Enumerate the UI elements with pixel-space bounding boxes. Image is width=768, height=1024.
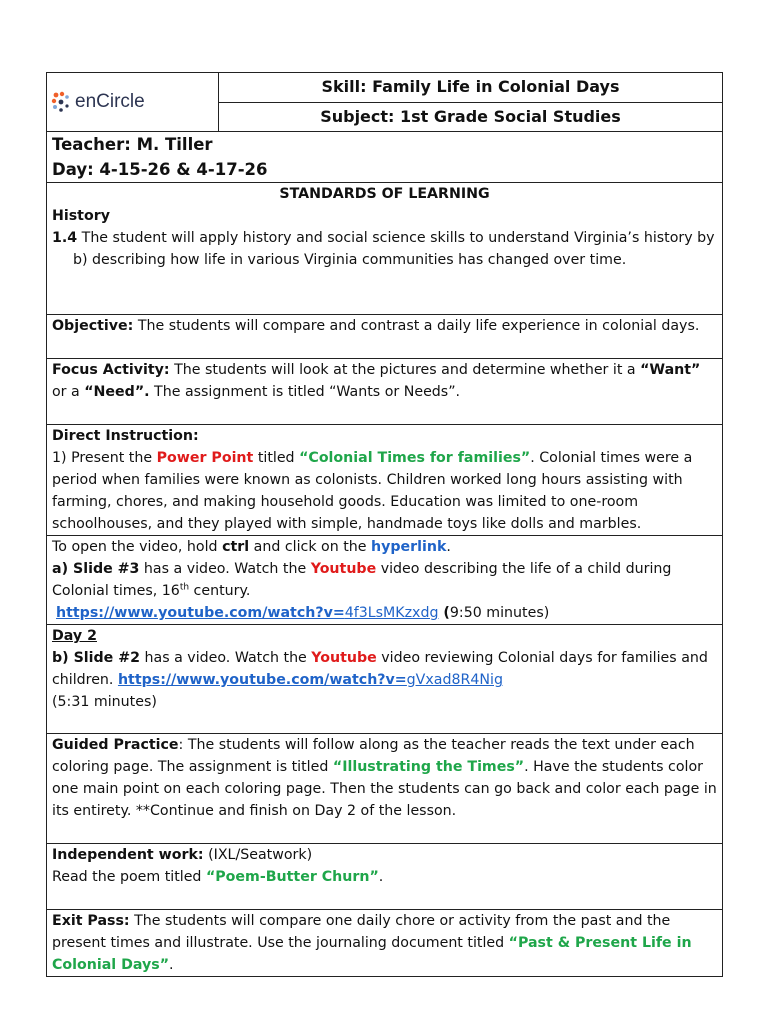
exit-text-2: . xyxy=(169,957,174,973)
objective-label: Objective: xyxy=(52,318,134,334)
poem-title: “Poem-Butter Churn” xyxy=(205,869,379,885)
guided-title: “Illustrating the Times” xyxy=(332,759,525,775)
direct-text xyxy=(52,447,717,535)
day-2-cell xyxy=(47,625,723,734)
duration-paren: ( xyxy=(438,605,450,621)
independent-reading xyxy=(52,866,717,888)
independent-heading xyxy=(52,844,717,866)
video-link-line-1 xyxy=(52,602,717,624)
youtube-label-1: Youtube xyxy=(310,561,377,577)
skill-title: Skill: Family Life in Colonial Days xyxy=(219,73,723,103)
subject-title: Subject: 1st Grade Social Studies xyxy=(219,103,723,132)
video-text-2: and click on the xyxy=(249,539,372,555)
video-instructions xyxy=(52,536,717,558)
ordinal-suffix: th xyxy=(179,582,190,593)
video-1-duration: 9:50 minutes) xyxy=(449,605,550,621)
objective-text: The students will compare and contrast a daily life experience in colonial days. xyxy=(133,318,700,334)
focus-text-3: The assignment is titled “Wants or Needs”. xyxy=(149,384,461,400)
slide-3-text-1: has a video. Watch the xyxy=(139,561,311,577)
encircle-logo xyxy=(51,91,214,113)
youtube-link-2[interactable] xyxy=(118,672,503,688)
exit-pass-cell xyxy=(47,910,723,977)
standard-1-4 xyxy=(52,227,717,249)
teacher-cell xyxy=(47,132,723,183)
independent-text-2: Read the poem titled xyxy=(52,869,206,885)
direct-text-1: 1) Present the xyxy=(52,450,157,466)
independent-label: Independent work: xyxy=(52,847,204,863)
exit-document-title: “Past & Present Life in Colonial Days” xyxy=(52,935,692,973)
teacher-name: Teacher: M. Tiller xyxy=(52,135,213,154)
focus-want: “Want” xyxy=(640,362,701,378)
youtube-link-2-id[interactable]: gVxad8R4Nig xyxy=(406,672,503,688)
ctrl-key: ctrl xyxy=(222,539,250,555)
guided-practice-cell xyxy=(47,734,723,844)
focus-label: Focus Activity: xyxy=(52,362,170,378)
guided-text-1: : The students will follow along as the teacher reads the text under each coloring page. The assignment is titled xyxy=(52,737,695,775)
youtube-link-1-id[interactable]: 4f3LsMKzxdg xyxy=(344,605,439,621)
guided-label: Guided Practice xyxy=(52,737,179,753)
youtube-label-2: Youtube xyxy=(311,650,377,666)
exit-label: Exit Pass: xyxy=(52,913,130,929)
focus-text-1: The students will look at the pictures and determine whether it a xyxy=(169,362,641,378)
independent-text-1: (IXL/Seatwork) xyxy=(203,847,313,863)
standards-title: STANDARDS OF LEARNING xyxy=(279,186,490,202)
focus-need: “Need”. xyxy=(84,384,150,400)
encircle-logo-icon xyxy=(51,91,73,113)
direct-text-3: . Colonial times were a period when families were known as colonists. Children worked long hours assisting with farming, chores, and making household goods. Education was limited to one-room schoolhouses, and they played with simple, handmade toys like dolls and marbles. xyxy=(52,450,693,532)
logo-text: enCircle xyxy=(75,91,145,112)
lesson-plan-document xyxy=(46,72,722,977)
lesson-plan-table xyxy=(46,72,723,977)
slide-3-text-2: video describing the life of a child during Colonial times, 16 xyxy=(52,561,672,599)
focus-text-2: or a xyxy=(52,384,85,400)
lesson-days: Day: 4-15-26 & 4-17-26 xyxy=(52,160,268,179)
slide-2-text-1: has a video. Watch the xyxy=(140,650,312,666)
slide-2-text-2: video reviewing Colonial days for families and children. xyxy=(52,650,708,688)
direct-label: Direct Instruction: xyxy=(52,428,199,444)
youtube-link-2-base[interactable]: https://www.youtube.com/watch?v= xyxy=(117,672,407,688)
video-text-1: To open the video, hold xyxy=(52,539,223,555)
logo-cell xyxy=(47,73,219,132)
youtube-link-1[interactable] xyxy=(56,605,438,621)
exit-text-1: The students will compare one daily chore or activity from the past and the present times and illustrate. Use the journaling document titled xyxy=(52,913,671,951)
standards-cell xyxy=(47,183,723,315)
power-point-label: Power Point xyxy=(156,450,254,466)
youtube-link-1-base[interactable]: https://www.youtube.com/watch?v= xyxy=(56,605,345,621)
standards-area: History xyxy=(52,208,110,224)
focus-activity-cell xyxy=(47,359,723,425)
standard-text: The student will apply history and social science skills to understand Virginia’s history by xyxy=(77,230,715,246)
direct-text-2: titled xyxy=(253,450,300,466)
slide-3-label: a) Slide #3 xyxy=(52,561,140,577)
objective-cell xyxy=(47,315,723,359)
independent-work-cell xyxy=(47,844,723,910)
power-point-title: “Colonial Times for families” xyxy=(299,450,531,466)
video-text-3: . xyxy=(446,539,451,555)
hyperlink-word: hyperlink xyxy=(371,539,447,555)
standard-sub-b: b) describing how life in various Virginia communities has changed over time. xyxy=(73,252,627,268)
independent-text-3: . xyxy=(378,869,384,885)
day-2-label: Day 2 xyxy=(52,628,97,644)
standard-number: 1.4 xyxy=(52,230,78,246)
video-cell xyxy=(47,536,723,625)
direct-instruction-cell xyxy=(47,425,723,536)
video-2-duration: (5:31 minutes) xyxy=(52,694,157,710)
slide-2-label: b) Slide #2 xyxy=(52,650,140,666)
slide-3-text xyxy=(52,558,717,602)
slide-2-text xyxy=(52,647,717,691)
slide-3-text-3: century. xyxy=(189,583,251,599)
guided-text-2: . Have the students color one main point on each coloring page. Then the students can go back and color each page in its entirety. **Continue and finish on Day 2 of the lesson. xyxy=(52,759,717,819)
